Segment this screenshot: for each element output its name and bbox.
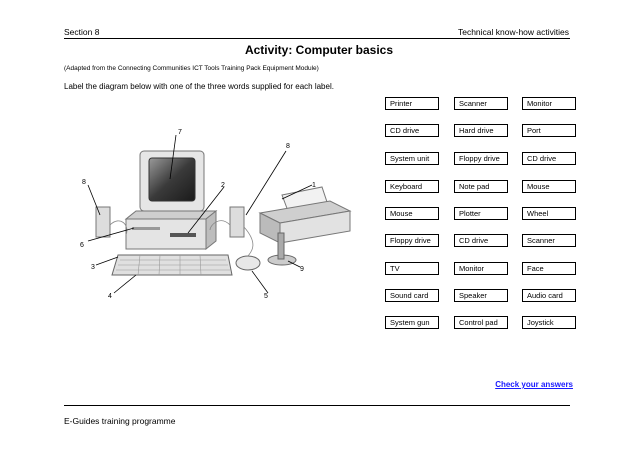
word-option[interactable]: Face [522, 262, 576, 275]
label-9: 9 [300, 266, 304, 273]
instruction-text: Label the diagram below with one of the three words supplied for each label. [64, 82, 334, 91]
word-option[interactable]: Printer [385, 97, 439, 110]
label-3: 3 [91, 264, 95, 271]
word-option[interactable]: Mouse [385, 207, 439, 220]
label-2: 2 [221, 182, 225, 189]
word-option[interactable]: Port [522, 124, 576, 137]
word-option[interactable]: Joystick [522, 316, 576, 329]
word-option[interactable]: Floppy drive [385, 234, 439, 247]
word-option[interactable]: Speaker [454, 289, 508, 302]
label-8-top: 8 [286, 143, 290, 150]
word-option[interactable]: TV [385, 262, 439, 275]
word-option[interactable]: Hard drive [454, 124, 508, 137]
word-option[interactable]: Wheel [522, 207, 576, 220]
label-1: 1 [312, 182, 316, 189]
word-option[interactable]: CD drive [454, 234, 508, 247]
label-8-left: 8 [82, 179, 86, 186]
label-5: 5 [264, 293, 268, 300]
source-note: (Adapted from the Connecting Communities ICT Tools Training Pack Equipment Module) [64, 65, 319, 72]
word-option[interactable]: Plotter [454, 207, 508, 220]
mouse-drawing [236, 256, 260, 270]
word-option[interactable]: Monitor [522, 97, 576, 110]
label-7: 7 [178, 129, 182, 136]
word-option[interactable]: Mouse [522, 180, 576, 193]
word-option[interactable]: Control pad [454, 316, 508, 329]
word-option[interactable]: Scanner [454, 97, 508, 110]
printer-drawing [260, 187, 350, 243]
monitor-drawing [140, 151, 204, 219]
word-option[interactable]: Keyboard [385, 180, 439, 193]
word-option[interactable]: CD drive [385, 124, 439, 137]
word-option[interactable]: Scanner [522, 234, 576, 247]
header-rule [64, 38, 570, 39]
left-speaker-drawing [96, 207, 110, 237]
word-option[interactable]: Monitor [454, 262, 508, 275]
check-answers-link[interactable]: Check your answers [495, 380, 573, 389]
section-label: Section 8 [64, 27, 100, 37]
word-option[interactable]: Sound card [385, 289, 439, 302]
right-speaker-drawing [230, 207, 244, 237]
page-title: Activity: Computer basics [244, 43, 394, 57]
system-unit-drawing [126, 211, 216, 249]
label-6: 6 [80, 242, 84, 249]
word-option[interactable]: CD drive [522, 152, 576, 165]
word-option[interactable]: Audio card [522, 289, 576, 302]
footer-text: E-Guides training programme [64, 416, 176, 426]
keyboard-drawing [112, 255, 232, 275]
computer-diagram [60, 115, 380, 310]
section-topic: Technical know-how activities [457, 27, 569, 37]
label-4: 4 [108, 293, 112, 300]
word-option[interactable]: Floppy drive [454, 152, 508, 165]
word-option[interactable]: Note pad [454, 180, 508, 193]
word-option[interactable]: System gun [385, 316, 439, 329]
footer-rule [64, 405, 570, 406]
word-option[interactable]: System unit [385, 152, 439, 165]
